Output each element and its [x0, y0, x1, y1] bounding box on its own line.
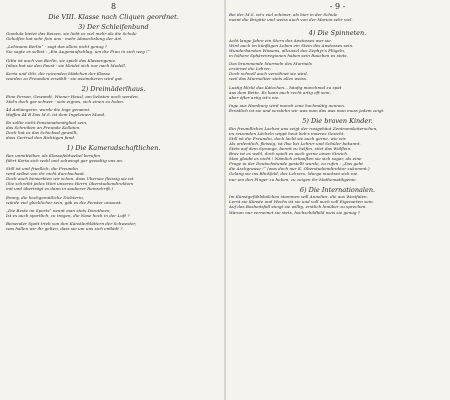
- text-line: Gundula bietet das Reisen, sie liebt es viel mehr als die Schule: [6, 31, 137, 37]
- text-line: Ein freundliches Lachen uns zeigt der rosigehäut Zentrumsleiterschen,: [229, 125, 378, 131]
- text-line: (Sie schreibt jedes Wort unseres Herrn Oberstudiendirektors: [6, 181, 134, 187]
- text-line: weil das Murmeltier stets alles weiss.: [229, 76, 308, 82]
- text-line: Geholfen hat sehr fein uns - mehr Abwechslung der Art.: [6, 36, 123, 42]
- spacer: [6, 81, 221, 84]
- text-line: Inge aus Hamburg wird manch eine hochmütig nennen.: [229, 102, 346, 108]
- text-line: wurden zu Freunden erwählt - sie assimilieren wird gut.: [6, 75, 124, 81]
- text-line: Acht lange Jahre ein Stern des Anstosses war sie.: [229, 37, 333, 43]
- text-line: Das brummende Murmeln des Murmels: [229, 61, 312, 67]
- text-line: „Die Beste im Sports“ nennt man stets Dorotheen,: [6, 207, 111, 213]
- text-line: Doch auch bemerkten wir schon, dass Ubersee fleissig sie ist.: [6, 176, 135, 182]
- text-line: Rex unmittelbar, als Klassefeldwebel berufen: [6, 152, 101, 158]
- text-line: das Schreiben an Freunde Kolleten.: [6, 125, 81, 130]
- section-heading: Die VIII. Klasse nach Cliquen geordnet.: [48, 13, 179, 21]
- right-page: [225, 0, 450, 400]
- text-line: Emmy, die hochgemütliche Dichterin,: [6, 194, 85, 200]
- text-line: Als ordentlich, fleissig, ist Ilse bei Lehrer und Schüler bekannt.: [229, 140, 361, 146]
- text-line: führt Kerta sich wohl und schwingt gar gewaltig uns an.: [6, 157, 124, 163]
- section-heading: 6) Die Internationalen.: [299, 185, 376, 194]
- text-line: Lustig blickt das Kätzchen... häufig manchmal zu spät: [229, 84, 342, 90]
- text-line: meint die Brigitte und weiss auch von der Marion sehr viel.: [229, 17, 353, 23]
- text-line: Inbus hat sie den Faust - sie kleidet sich nur nach Modell.: [6, 62, 127, 68]
- left-page-text: [6, 14, 221, 231]
- page-number: 8: [110, 2, 117, 11]
- text-line: Bei der M.S. ist's viel schöner, als hier in der Schule: [229, 12, 338, 17]
- text-line: Im Künstgefühlsbälchen stammen will Annelies, die aus Westfalen.: [229, 194, 368, 200]
- text-line: Auf das Bosheitsfall steigt sie willig, erstlich hinüber zu sprechen.: [229, 204, 367, 210]
- spacer: [6, 140, 221, 143]
- text-line: mit und überträgt es dann in sauberer Reinschrift.): [6, 186, 113, 192]
- text-line: Still ist und friedlich, die Freundin: [6, 166, 78, 172]
- text-line: aber öfter artig ist's nie.: [229, 94, 280, 100]
- text-line: würde viel glücklicher sein, gäb es die Fenster unsonst.: [6, 199, 122, 205]
- spacer: [229, 22, 446, 28]
- spacer: [229, 182, 446, 185]
- text-line: Gitta ist auch von Berlin, sie spielt das Klassengenie.: [6, 57, 117, 63]
- text-line: Doch hat es das Schicksal gewollt,: [6, 130, 78, 136]
- section-heading: 4) Die Spinneten.: [308, 29, 367, 38]
- text-line: Sie sagte es selbst : „Ein Augenaufschlag, um die Frau in sich weg !“: [6, 49, 150, 55]
- text-line: Wird auch im künftigen Leben ein Stein des Anstosses sein.: [229, 42, 354, 48]
- text-line: aus dem Bette. Es kann auch recht artig oft sein,: [229, 89, 331, 95]
- spacer: [229, 113, 446, 116]
- text-line: 44 Anhängerin, wurde die Inge genannt.: [6, 106, 91, 112]
- text-line: in höhere Sphärenregionen haben sein Rauchen es stets.: [229, 53, 348, 59]
- text-line: „Lehmann Berlin“ - sagt das allein nicht genug ?: [6, 44, 108, 50]
- text-line: Ist es auch sportlich, zu tragen, die Nase hoch in der Luft ?: [6, 212, 130, 218]
- text-line: Warum nur verneinet sie stets, hochschildbild weis sie genug ?: [229, 209, 360, 215]
- text-line: Doch schnell auch versöhnet sie wird,: [229, 71, 309, 77]
- text-line: im reizenden Lächeln wippt heut lieb's inneres Gesicht.: [229, 130, 345, 136]
- text-line: Beisender Spott trieb von den Künstlerblättern der Schwester,: [6, 220, 137, 226]
- text-line: Waffen 44 B Das M.S. ist dem Ingeleinen Mund.: [6, 111, 106, 117]
- text-line: Ernstlich ist sie und verstehn wir was man das was man muss jedem zeigt.: [229, 107, 385, 113]
- text-line: Lernt sie Künste und Wechs ist sie und voll auch voll Eigenarten sein.: [229, 199, 374, 205]
- right-page-text: [229, 12, 446, 215]
- text-line: was hallen wir ihr gelten, dass sie um uns sich entlädt ?: [6, 226, 123, 231]
- text-line: Frage in der Deutschstunde gestellt wurde, zu rufen : „Das geht: [229, 161, 363, 167]
- text-line: Man glaubt es nicht ! Nämlich erkauften sie sich sogar, als eine: [229, 156, 362, 162]
- text-line: Mal's doch gar schwer - sein eignes, sich einen zu holen.: [6, 98, 125, 104]
- text-line: Eine Person, Gewandt, Wiener Hausl, am liebsten noch werden,: [6, 93, 139, 99]
- page-number: - 9 -: [329, 2, 346, 11]
- text-line: Es sollte nicht Pensionatsmitglied sein,: [6, 119, 88, 125]
- text-line: Gelang sie ins Blickfeld, des Lehrers, Marga muckset sich nie.: [229, 171, 359, 177]
- section-heading: 5) Die braven Kinder.: [302, 117, 373, 125]
- text-line: dass Gertrud den Richtigen fand.: [6, 135, 76, 141]
- text-line: Still ist die Freundin, doch lacht sie auch gerne, wie wir.: [229, 135, 347, 141]
- section-heading: 2) Dreimäderlhaus.: [81, 84, 146, 93]
- text-line: erzürnet die Lehrer.: [229, 66, 271, 72]
- section-heading: 1) Die Kameradschaftlichen.: [66, 144, 161, 153]
- text-line: nur um den Finger zu heben, zu zeigen ihr Mathematikgenie.: [229, 176, 357, 182]
- text-line: Wunderbarsten Wissens, allzuviel des Zephyr's Flügeln,: [229, 47, 346, 53]
- text-line: Stets auf dem Sprunge, bereit zu helfen, sitzt das Wölflein.: [229, 145, 352, 151]
- section-heading: 3) Der Schleifenbund: [78, 22, 149, 31]
- text-line: wird selbst von ihr nicht durchschaut.: [6, 171, 86, 177]
- text-line: Kerta und Otti, die reizenden Mädchen der Klasse: [6, 70, 111, 76]
- text-line: die Aschgrause !“ (was doch nur K. Oberstudiendirektor zukommt.): [229, 166, 370, 172]
- text-line: Brav ist es wohl, doch spielt es auch gerne einen Streich.: [229, 151, 349, 157]
